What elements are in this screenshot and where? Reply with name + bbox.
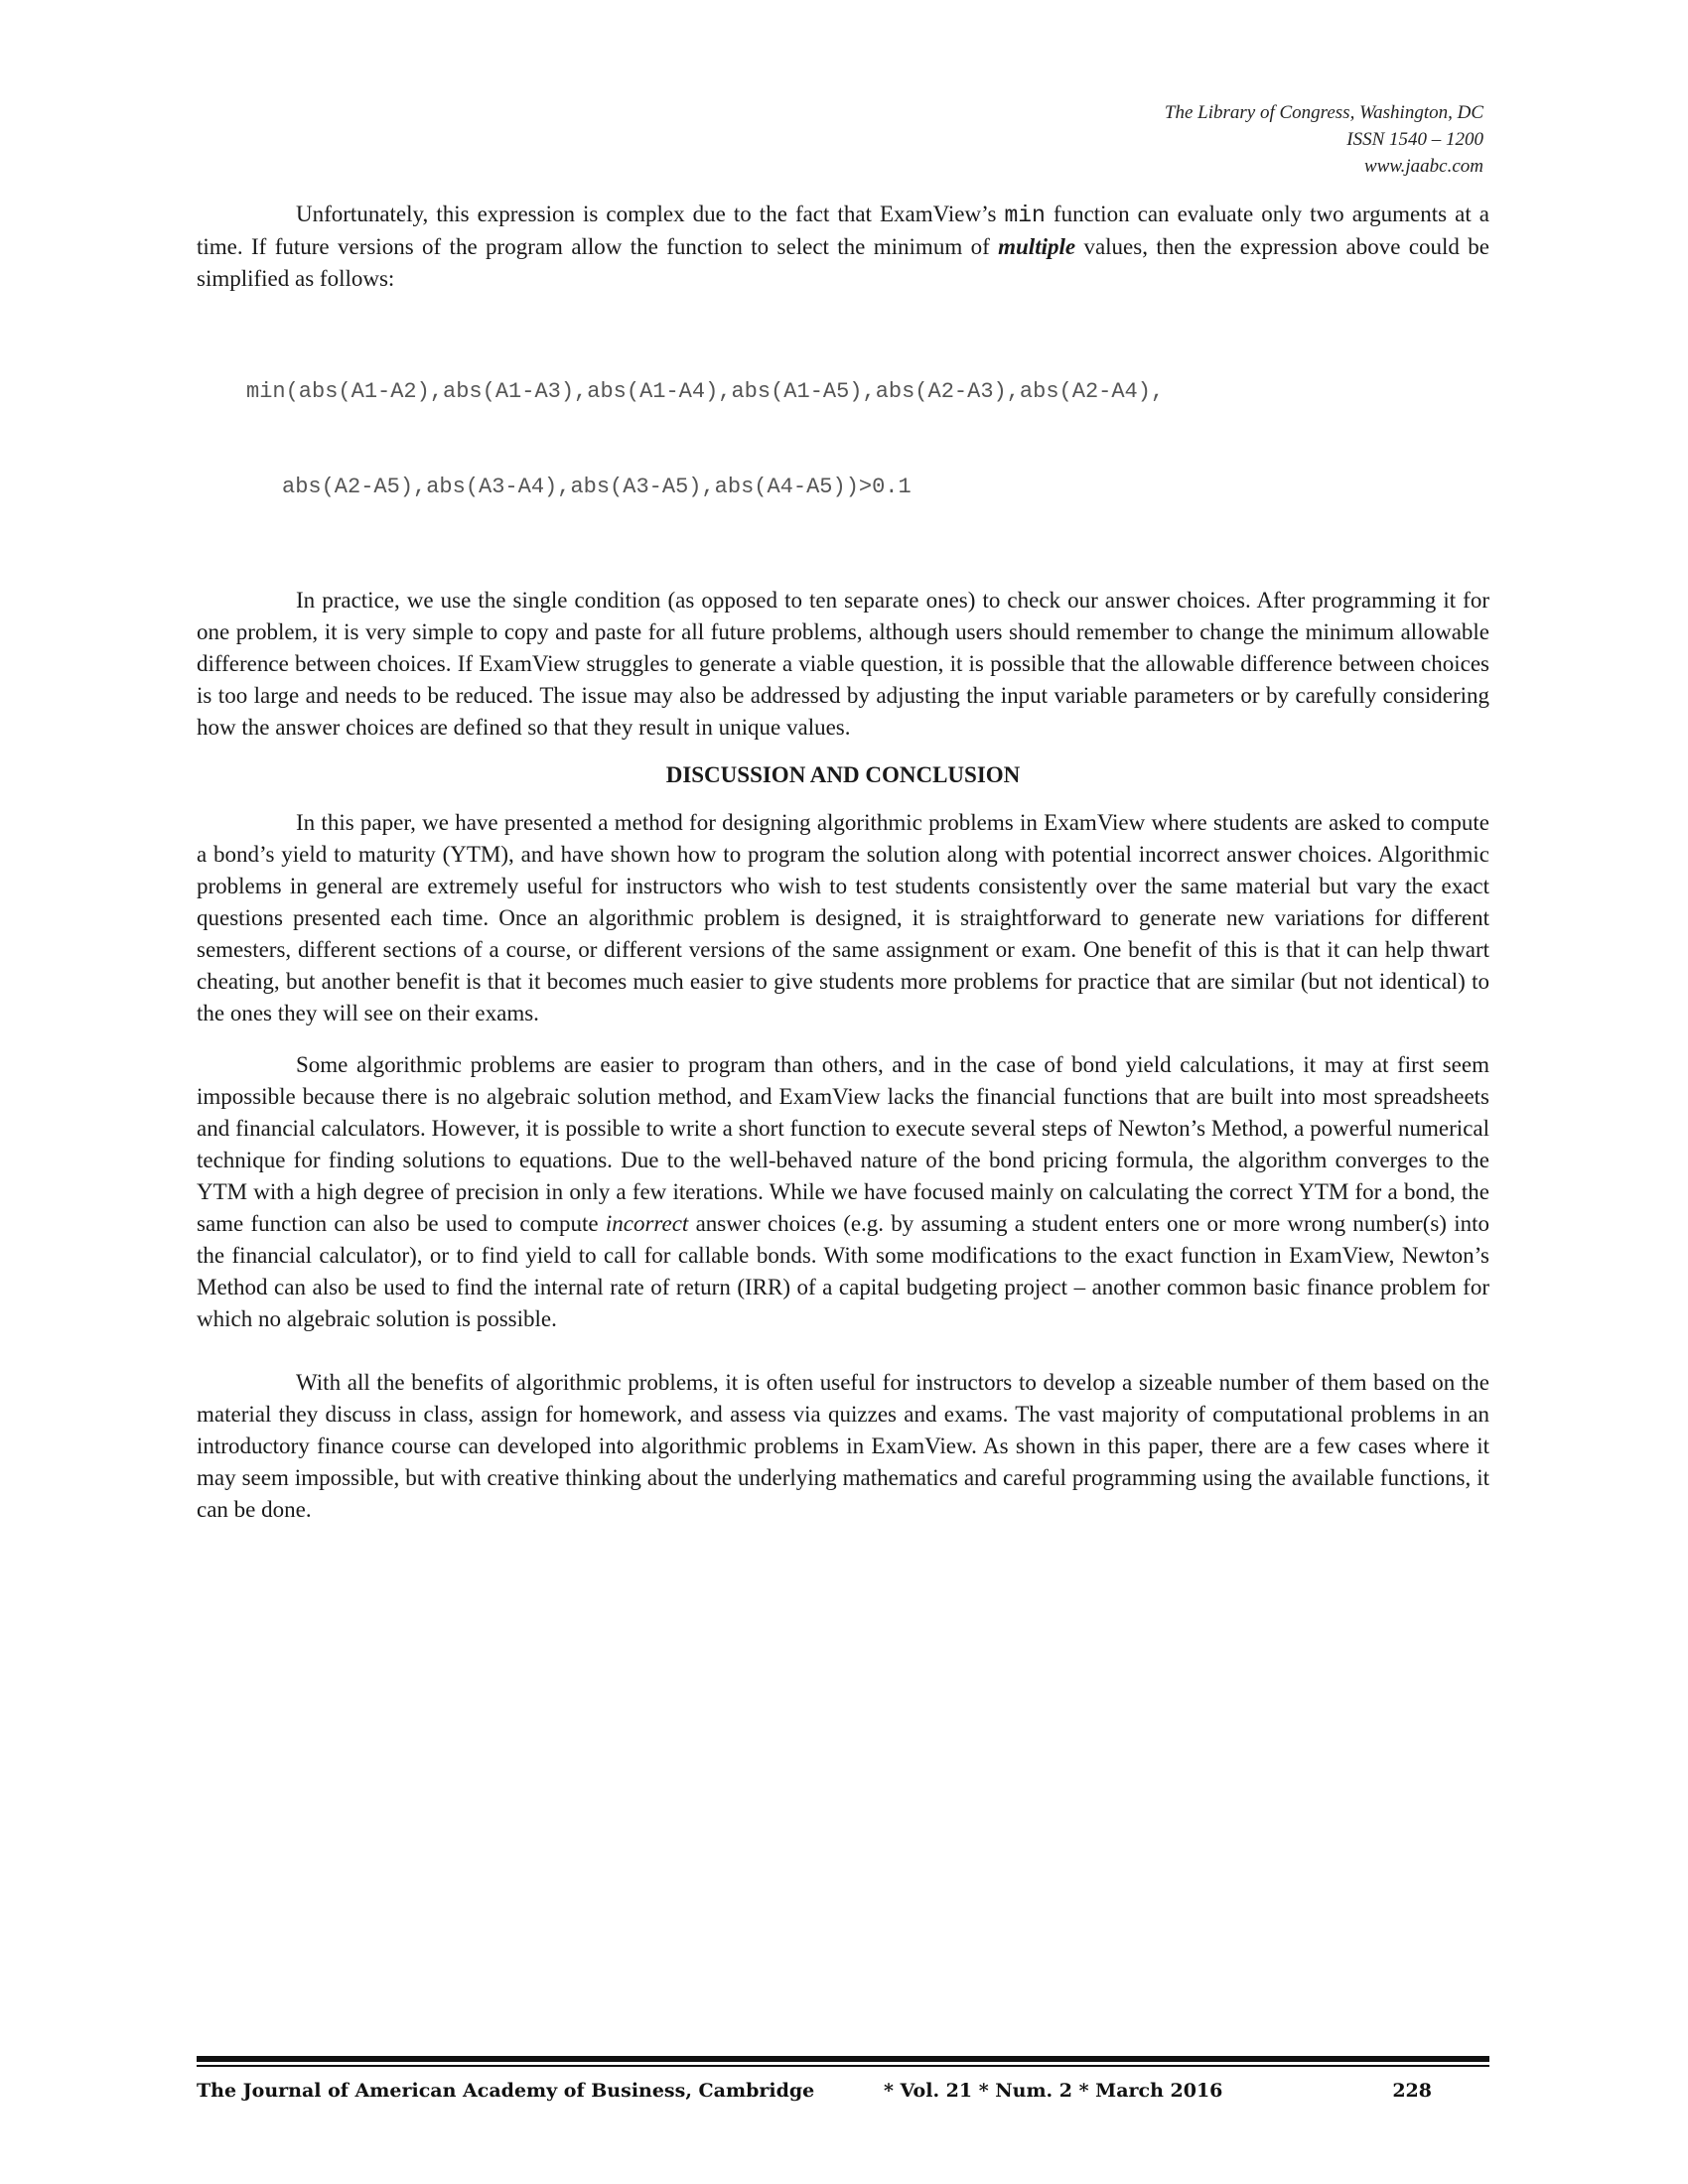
paragraph-practice: In practice, we use the single condition (as opposed to ten separate ones) to check our answer choices. After programming it for one problem, it is very simple to copy and paste for all future problems, although users should remember to change the minimum allowable difference between choices. If ExamView struggles to generate a viable question, it is possible that the allowable difference between choices is too large and needs to be reduced. The issue may also be addressed by adjusting the input variable parameters or by carefully considering how the answer choices are defined so that they result in unique values. (197, 588, 1489, 740)
paragraph-spacer (197, 1029, 1489, 1049)
footer-rule-thin (197, 2065, 1489, 2067)
running-header (1165, 99, 1483, 180)
footer-journal-name: The Journal of American Academy of Business, Cambridge (197, 2080, 815, 2102)
paragraph-conclusion-2 (197, 1049, 1489, 1335)
para1-text-c: values, then the expression above could be simplified as follows: (197, 234, 1489, 291)
footer-rule-thick (197, 2056, 1489, 2062)
para1-text-b: function can evaluate only two arguments at a time. If future versions of the program allow the function to select the minimum of (197, 202, 1489, 259)
running-footer (197, 2075, 1489, 2107)
paragraph-spacer (197, 1335, 1489, 1367)
emphasis-multiple: multiple (998, 234, 1076, 259)
paragraph-conclusion-3: With all the benefits of algorithmic problems, it is often useful for instructors to develop a sizeable number of them based on the material they discuss in class, assign for homework, and assess via quizzes and exams. The vast majority of computational problems in an introductory finance course can developed into algorithmic problems in ExamView. As shown in this paper, there are a few cases where it may seem impossible, but with creative thinking about the underlying mathematics and careful programming using the available functions, it can be done. (197, 1370, 1489, 1522)
section-heading: DISCUSSION AND CONCLUSION (665, 762, 1021, 787)
footer-volume-issue: * Vol. 21 * Num. 2 * March 2016 (884, 2080, 1223, 2102)
article-body (197, 199, 1489, 1526)
paragraph-min-function (197, 199, 1489, 295)
page-number: 228 (1392, 2080, 1432, 2102)
code-expression (246, 313, 1489, 567)
code-line-1: min(abs(A1-A2),abs(A1-A3),abs(A1-A4),abs(A1-A5),abs(A2-A3),abs(A2-A4), (246, 379, 1165, 404)
header-library: The Library of Congress, Washington, DC (1164, 102, 1483, 123)
para4-text-a: Some algorithmic problems are easier to program than others, and in the case of bond yield calculations, it may at first seem impossible because there is no algebraic solution method, and ExamView lacks the financial functions that are built into most spreadsheets and financial calculators. However, it is possible to write a short function to execute several steps of Newton’s Method, a powerful numerical technique for finding solutions to equations. Due to the well-behaved nature of the bond pricing formula, the algorithm converges to the YTM with a high degree of precision in only a few iterations. While we have focused mainly on calculating the correct YTM for a bond, the same function can also be used to compute (197, 1052, 1489, 1236)
header-website: www.jaabc.com (1364, 156, 1483, 177)
para1-text-a: Unfortunately, this expression is complex due to the fact that ExamView’s (296, 202, 1005, 226)
para4-text-b: answer choices (e.g. by assuming a student enters one or more wrong number(s) into the financial calculator), or to find yield to call for callable bonds. With some modifications to the exact function in ExamView, Newton’s Method can also be used to find the internal rate of return (IRR) of a capital budgeting project – another common basic finance problem for which no algebraic solution is possible. (197, 1211, 1489, 1331)
code-line-2: abs(A2-A5),abs(A3-A4),abs(A3-A5),abs(A4-A5))>0.1 (282, 475, 912, 499)
emphasis-incorrect: incorrect (605, 1211, 689, 1236)
inline-code-min: min (1004, 203, 1046, 228)
paragraph-conclusion-1: In this paper, we have presented a method for designing algorithmic problems in ExamView where students are asked to compute a bond’s yield to maturity (YTM), and have shown how to program the solution along with potential incorrect answer choices. Algorithmic problems in general are extremely useful for instructors who wish to test students consistently over the same material but vary the exact questions presented each time. Once an algorithmic problem is designed, it is straightforward to generate new variations for different semesters, different sections of a course, or different versions of the same assignment or exam. One benefit of this is that it can help thwart cheating, but another benefit is that it becomes much easier to give students more problems for practice that are similar (but not identical) to the ones they will see on their exams. (197, 810, 1489, 1025)
header-issn: ISSN 1540 – 1200 (1346, 129, 1483, 150)
